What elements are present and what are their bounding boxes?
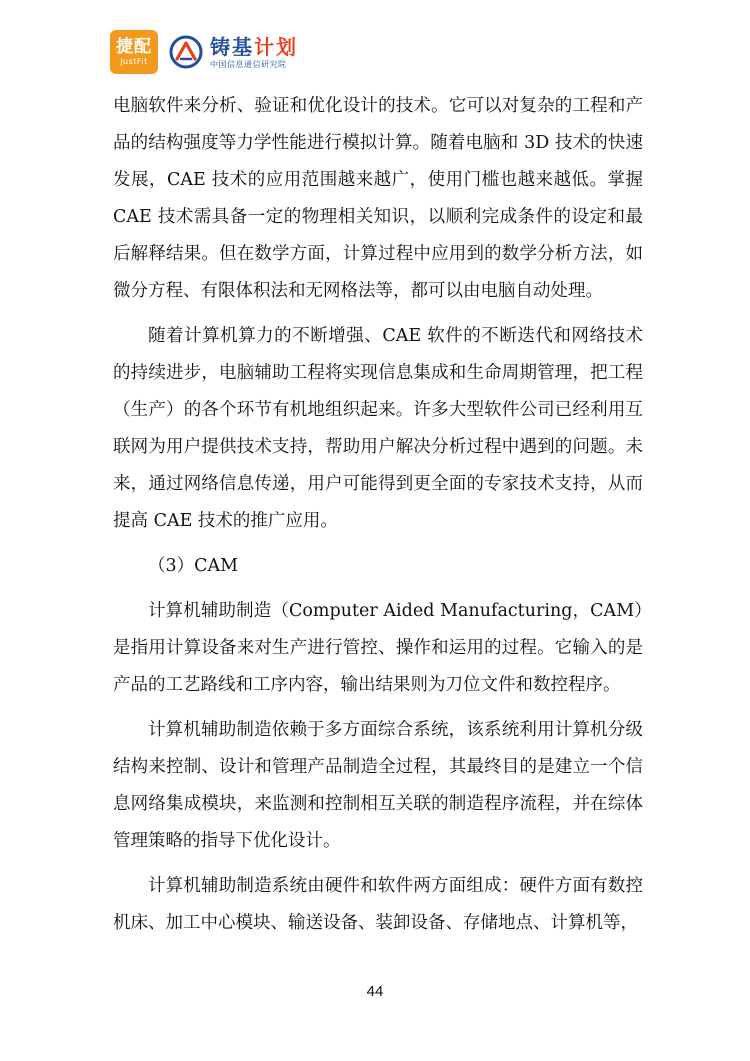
- caict-title-accent: 计划: [254, 34, 298, 59]
- caict-logo: [168, 34, 298, 70]
- paragraph-cae-future: 随着计算机算力的不断增强、CAE 软件的不断迭代和网络技术的持续进步，电脑辅助工程将实现信息集成和生命周期管理，把工程（生产）的各个环节有机地组织起来。许多大型软件公司已经利用互联网为用户提供技术支持，帮助用户解决分析过程中遇到的问题。未来，通过网络信息传递，用户可能得到更全面的专家技术支持，从而提高 CAE 技术的推广应用。: [113, 326, 643, 531]
- body-text: [113, 88, 643, 950]
- caict-title-main: 铸基: [210, 34, 254, 59]
- justfit-logo: [110, 30, 158, 74]
- section-heading-cam: （3）CAM: [148, 556, 239, 576]
- justfit-logo-en: JustFit: [120, 57, 148, 66]
- page-header: [110, 30, 298, 74]
- caict-emblem-icon: [168, 34, 204, 70]
- paragraph-cam-system: 计算机辅助制造依赖于多方面综合系统，该系统利用计算机分级结构来控制、设计和管理产品制造全过程，其最终目的是建立一个信息网络集成模块，来监测和控制相互关联的制造程序流程，并在综体管理策略的指导下优化设计。: [113, 720, 643, 851]
- page-number: 44: [366, 983, 384, 1000]
- caict-subtitle: 中国信息通信研究院: [210, 59, 287, 69]
- paragraph-cam-hardware: 计算机辅助制造系统由硬件和软件两方面组成：硬件方面有数控机床、加工中心模块、输送设备、装卸设备、存储地点、计算机等，: [113, 876, 643, 933]
- caict-title: [210, 35, 298, 59]
- paragraph-cam-definition: 计算机辅助制造（Computer Aided Manufacturing，CAM）是指用计算设备来对生产进行管控、操作和运用的过程。它输入的是产品的工艺路线和工序内容，输出结果则为刀位文件和数控程序。: [113, 601, 643, 695]
- justfit-logo-cn: 捷配: [116, 37, 152, 57]
- paragraph-cae-continued: 电脑软件来分析、验证和优化设计的技术。它可以对复杂的工程和产品的结构强度等力学性能进行模拟计算。随着电脑和 3D 技术的快速发展，CAE 技术的应用范围越来越广，使用门槛也越来越低。掌握 CAE 技术需具备一定的物理相关知识，以顺利完成条件的设定和最后解释结果。但在数学方面，计算过程中应用到的数学分析方法，如微分方程、有限体积法和无网格法等，都可以由电脑自动处理。: [113, 96, 643, 301]
